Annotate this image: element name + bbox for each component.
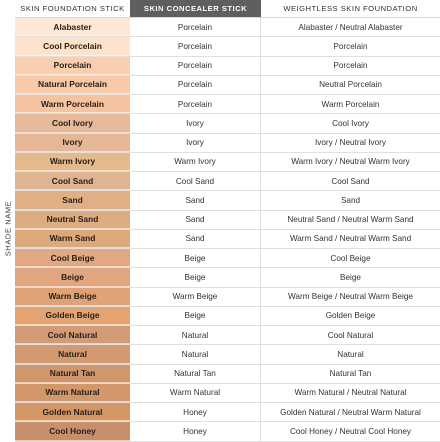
table-row [15,172,440,191]
foundation-shade-cell: Warm Sand / Neutral Warm Sand [289,234,412,244]
table-row [15,230,440,249]
shade-swatch-cell: Cool Honey [15,422,130,440]
concealer-shade-cell: Porcelain [130,18,261,36]
table-row [15,365,440,384]
concealer-shade-cell: Sand [130,211,261,229]
concealer-shade-cell: Porcelain [130,95,261,113]
table-row [15,326,440,345]
table-row [15,57,440,76]
foundation-shade-cell: Sand [340,195,361,205]
foundation-shade-cell: Warm Porcelain [321,99,380,109]
foundation-shade-cell: Warm Ivory / Neutral Warm Ivory [291,157,410,167]
concealer-shade-cell: Natural [130,345,261,363]
shade-swatch-cell: Warm Natural [15,384,130,402]
table-row [15,403,440,422]
shade-name-axis-label [0,17,15,440]
concealer-shade-cell: Beige [130,268,261,286]
header-skin-concealer-stick: SKIN CONCEALER STICK [130,0,261,17]
concealer-shade-cell: Sand [130,191,261,209]
table-row [15,384,440,403]
shade-swatch-cell: Golden Natural [15,403,130,421]
table-row [15,249,440,268]
concealer-shade-cell: Honey [130,403,261,421]
foundation-shade-cell: Neutral Sand / Neutral Warm Sand [287,215,414,225]
shade-swatch-cell: Golden Beige [15,307,130,325]
concealer-shade-cell: Warm Natural [130,384,261,402]
shade-swatch-cell: Porcelain [15,57,130,75]
shade-swatch-cell: Beige [15,268,130,286]
table-row [15,114,440,133]
table-row [15,288,440,307]
concealer-shade-cell: Porcelain [130,76,261,94]
concealer-shade-cell: Honey [130,422,261,440]
concealer-shade-cell: Cool Sand [130,172,261,190]
concealer-shade-cell: Sand [130,230,261,248]
shade-swatch-cell: Cool Beige [15,249,130,267]
foundation-shade-cell: Cool Beige [330,253,371,263]
shade-swatch-cell: Cool Porcelain [15,37,130,55]
shade-swatch-cell: Ivory [15,134,130,152]
concealer-shade-cell: Beige [130,249,261,267]
concealer-shade-cell: Porcelain [130,57,261,75]
header-weightless-skin-foundation: WEIGHTLESS SKIN FOUNDATION [283,4,418,13]
shade-swatch-cell: Cool Sand [15,172,130,190]
table-row [15,211,440,230]
shade-comparison-table [15,17,440,440]
foundation-shade-cell: Cool Sand [331,176,370,186]
shade-swatch-cell: Warm Beige [15,288,130,306]
table-row [15,422,440,441]
foundation-shade-cell: Beige [340,272,361,282]
foundation-shade-cell: Cool Natural [327,330,374,340]
table-row [15,191,440,210]
table-row [15,153,440,172]
shade-swatch-cell: Cool Natural [15,326,130,344]
shade-swatch-cell: Natural Porcelain [15,76,130,94]
concealer-shade-cell: Warm Beige [130,288,261,306]
foundation-shade-cell: Ivory / Neutral Ivory [315,138,386,148]
shade-swatch-cell: Warm Sand [15,230,130,248]
foundation-shade-cell: Golden Beige [325,311,376,321]
foundation-shade-cell: Cool Ivory [332,118,369,128]
table-row [15,134,440,153]
foundation-shade-cell: Alabaster / Neutral Alabaster [298,22,403,32]
foundation-shade-cell: Porcelain [333,41,368,51]
shade-swatch-cell: Warm Ivory [15,153,130,171]
concealer-shade-cell: Natural [130,326,261,344]
table-row [15,345,440,364]
table-row [15,268,440,287]
foundation-shade-cell: Warm Beige / Neutral Warm Beige [288,292,413,302]
concealer-shade-cell: Beige [130,307,261,325]
shade-swatch-cell: Neutral Sand [15,211,130,229]
concealer-shade-cell: Ivory [130,134,261,152]
shade-name-label-text: SHADE NAME [3,200,12,257]
foundation-shade-cell: Natural Tan [329,369,372,379]
foundation-shade-cell: Golden Natural / Neutral Warm Natural [280,407,421,417]
table-row [15,76,440,95]
table-row [15,307,440,326]
concealer-shade-cell: Natural Tan [130,365,261,383]
shade-swatch-cell: Natural Tan [15,365,130,383]
header-skin-foundation-stick: SKIN FOUNDATION STICK [20,4,125,13]
foundation-shade-cell: Natural [337,349,364,359]
table-row [15,37,440,56]
concealer-shade-cell: Warm Ivory [130,153,261,171]
shade-swatch-cell: Natural [15,345,130,363]
foundation-shade-cell: Porcelain [333,61,368,71]
shade-swatch-cell: Sand [15,191,130,209]
shade-swatch-cell: Cool Ivory [15,114,130,132]
concealer-shade-cell: Porcelain [130,37,261,55]
shade-swatch-cell: Warm Porcelain [15,95,130,113]
table-row [15,95,440,114]
table-row [15,18,440,37]
foundation-shade-cell: Warm Natural / Neutral Natural [294,388,407,398]
foundation-shade-cell: Neutral Porcelain [319,80,382,90]
concealer-shade-cell: Ivory [130,114,261,132]
foundation-shade-cell: Cool Honey / Neutral Cool Honey [289,426,412,436]
shade-swatch-cell: Alabaster [15,18,130,36]
